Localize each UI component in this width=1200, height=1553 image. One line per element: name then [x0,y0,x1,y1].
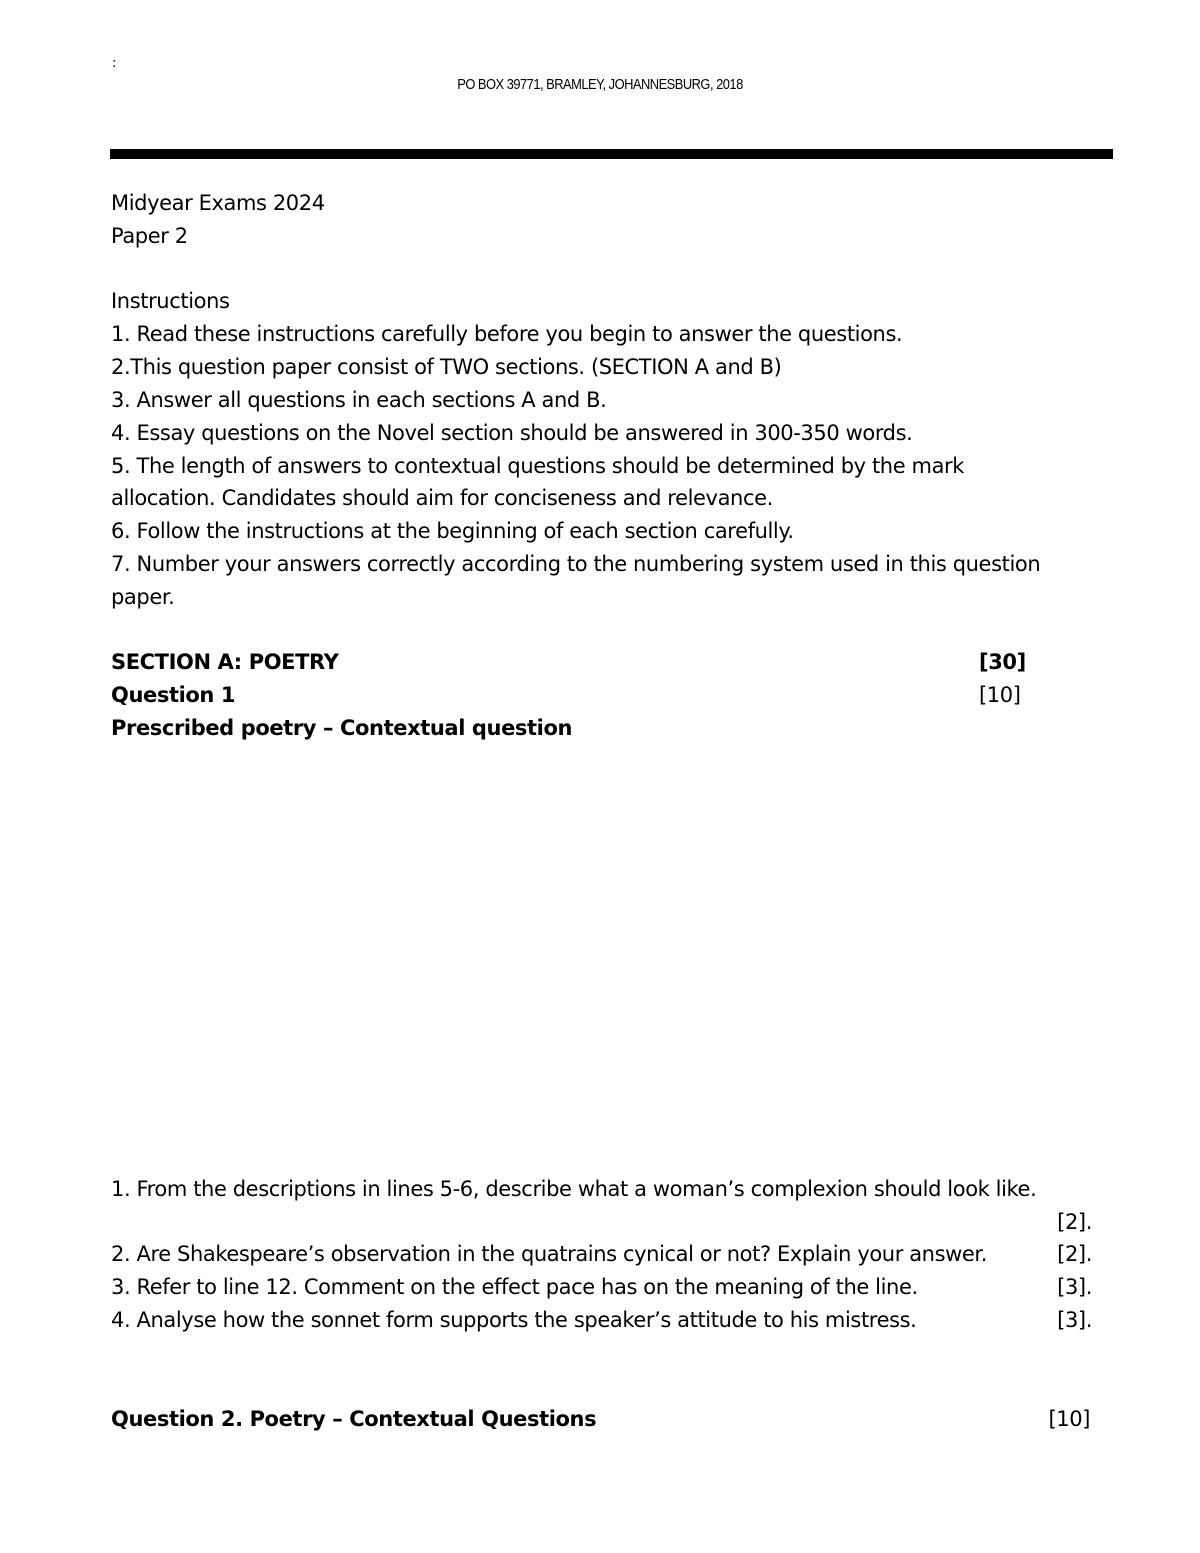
instruction-item: 7. Number your answers correctly according to the numbering system used in this question [111,552,1041,576]
header-rule [110,149,1113,159]
corner-mark: : [112,56,117,71]
instruction-item: paper. [111,585,175,609]
question-item-2-marks: [2]. [1057,1242,1092,1266]
instructions-heading: Instructions [111,289,230,313]
question1-marks: [10] [979,683,1021,707]
instruction-item: allocation. Candidates should aim for conciseness and relevance. [111,486,773,510]
paper-number: Paper 2 [111,224,188,248]
instruction-item: 2.This question paper consist of TWO sections. (SECTION A and B) [111,355,782,379]
question-item-4: 4. Analyse how the sonnet form supports the speaker’s attitude to his mistress. [111,1308,917,1332]
question-item-3: 3. Refer to line 12. Comment on the effect pace has on the meaning of the line. [111,1275,918,1299]
question-item-1: 1. From the descriptions in lines 5-6, describe what a woman’s complexion should look like. [111,1177,1037,1201]
exam-title: Midyear Exams 2024 [111,191,325,215]
question1-title: Question 1 [111,683,236,707]
instruction-item: 3. Answer all questions in each sections A and B. [111,388,607,412]
question-item-2: 2. Are Shakespeare’s observation in the quatrains cynical or not? Explain your answer. [111,1242,988,1266]
instruction-item: 5. The length of answers to contextual questions should be determined by the mark [111,454,965,478]
question-item-1-marks: [2]. [1057,1210,1092,1234]
instruction-item: 4. Essay questions on the Novel section should be answered in 300-350 words. [111,421,913,445]
question2-title: Question 2. Poetry – Contextual Questions [111,1407,597,1431]
question-item-4-marks: [3]. [1057,1308,1092,1332]
question-item-3-marks: [3]. [1057,1275,1092,1299]
question1-subtitle: Prescribed poetry – Contextual question [111,716,573,740]
instruction-item: 1. Read these instructions carefully before you begin to answer the questions. [111,322,903,346]
instruction-item: 6. Follow the instructions at the beginning of each section carefully. [111,519,794,543]
section-a-marks: [30] [979,650,1026,674]
question2-marks: [10] [1048,1407,1090,1431]
section-a-title: SECTION A: POETRY [111,650,339,674]
header-address: PO BOX 39771, BRAMLEY, JOHANNESBURG, 2018 [457,76,743,93]
